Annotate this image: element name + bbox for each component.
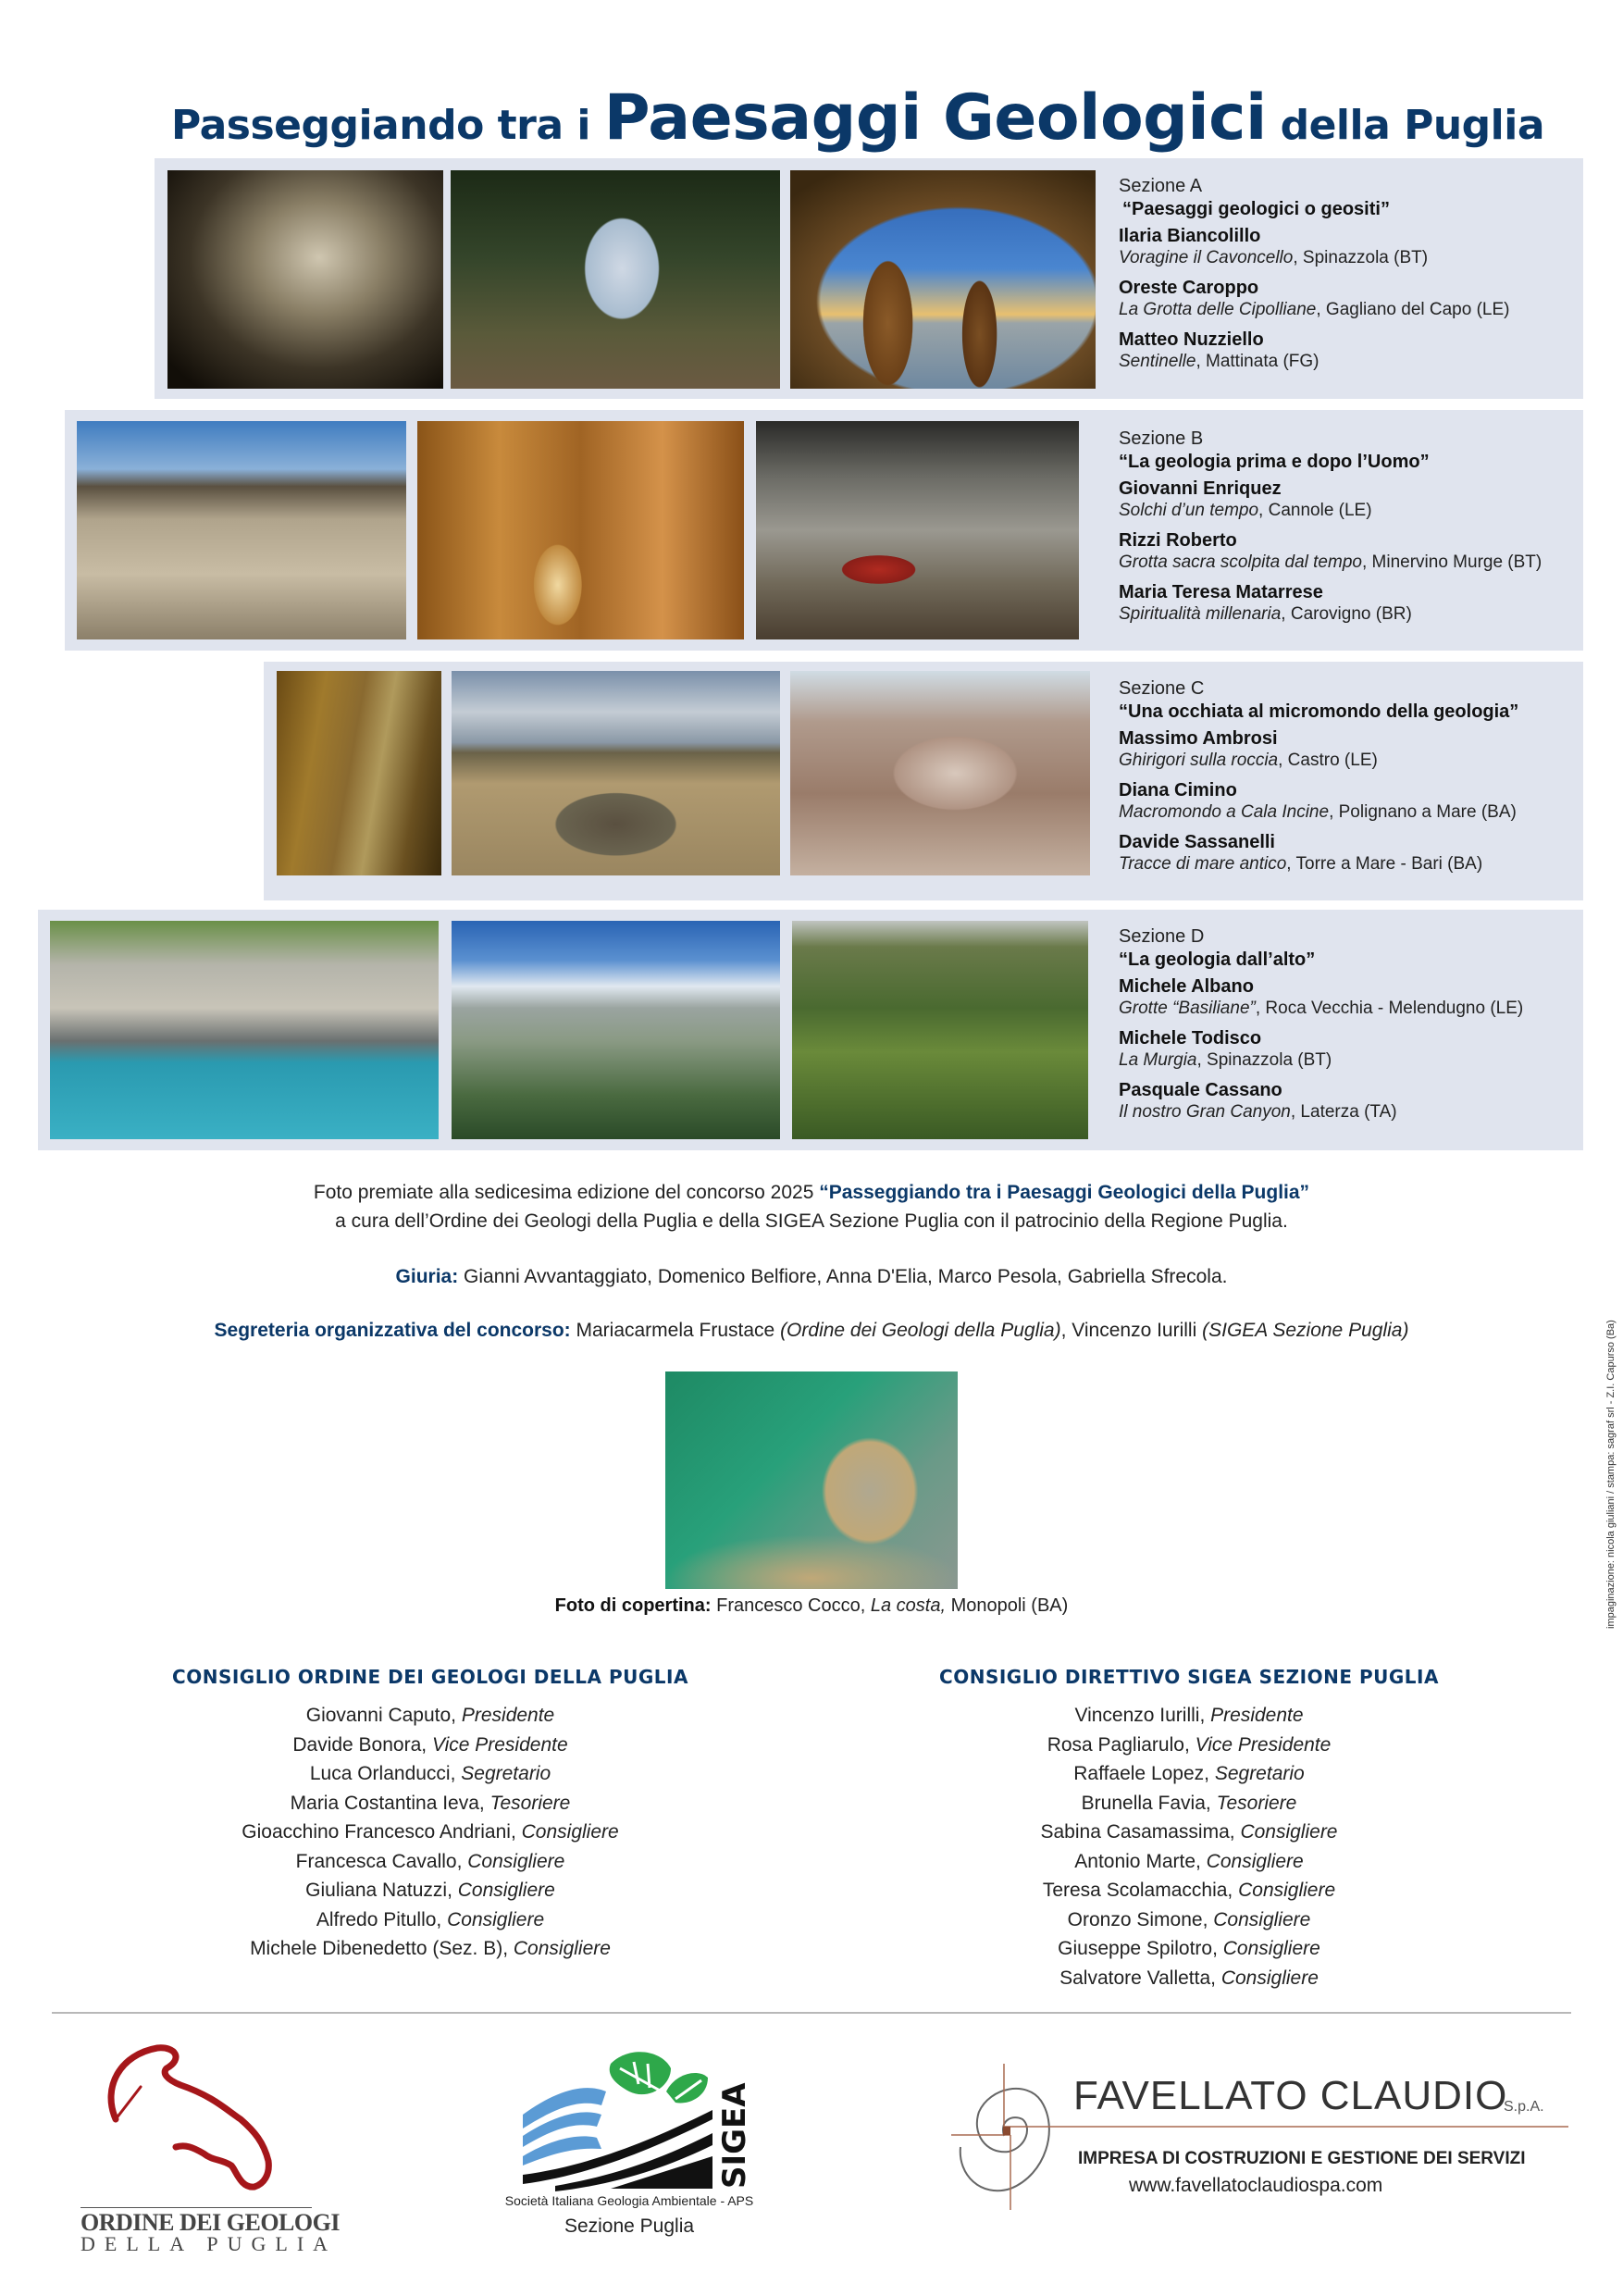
logo-ordine-geologi xyxy=(74,2031,340,2255)
photo-shell-fossil xyxy=(790,671,1090,875)
council-ordine xyxy=(139,1666,722,1964)
council-member xyxy=(139,1934,722,1964)
winner-author: Ilaria Biancolillo xyxy=(1119,226,1261,246)
puglia-outline-icon xyxy=(74,2031,324,2207)
footer-divider xyxy=(52,2012,1571,2014)
photo-cave-interior xyxy=(167,170,443,389)
work-place: , Castro (LE) xyxy=(1278,751,1378,770)
member-role: Consigliere xyxy=(521,1821,619,1843)
winner-author: Rizzi Roberto xyxy=(1119,530,1237,551)
member-role: Consigliere xyxy=(1240,1821,1338,1843)
winner-author: Diana Cimino xyxy=(1119,780,1237,800)
section-b-panel xyxy=(65,410,1583,651)
work-title: Sentinelle xyxy=(1119,352,1196,371)
work-title: Tracce di mare antico xyxy=(1119,854,1287,874)
contest-title: “Passeggiando tra i Paesaggi Geologici della Puglia” xyxy=(819,1182,1310,1203)
council-member xyxy=(139,1789,722,1818)
member-name: Maria Costantina Ieva, xyxy=(290,1792,490,1814)
council-member xyxy=(139,1847,722,1877)
council-member xyxy=(902,1847,1476,1877)
work-title: Spiritualità millenaria xyxy=(1119,604,1282,624)
section-theme: “Paesaggi geologici o geositi” xyxy=(1122,199,1390,219)
member-role: Consigliere xyxy=(1213,1908,1311,1930)
secretariat-org-2: (SIGEA Sezione Puglia) xyxy=(1202,1320,1409,1341)
photo-sea-stacks-arch xyxy=(790,170,1096,389)
winner-work xyxy=(1119,750,1518,772)
secretariat-name-1: Mariacarmela Frustace xyxy=(570,1320,781,1341)
council-member xyxy=(902,1905,1476,1935)
member-name: Giuseppe Spilotro, xyxy=(1058,1938,1223,1959)
photo-murgia-valley xyxy=(452,921,780,1139)
section-theme: “La geologia prima e dopo l’Uomo” xyxy=(1119,452,1430,472)
work-title: Grotta sacra scolpita dal tempo xyxy=(1119,552,1362,572)
logo-sigea xyxy=(500,2027,759,2240)
work-place: , Spinazzola (BT) xyxy=(1293,248,1429,267)
work-title: Voragine il Cavoncello xyxy=(1119,248,1294,267)
work-title: La Murgia xyxy=(1119,1050,1197,1070)
section-d-panel xyxy=(38,910,1583,1150)
logo-ordine-line2: DELLA PUGLIA xyxy=(81,2232,338,2255)
council-member xyxy=(902,1876,1476,1905)
member-role: Segretario xyxy=(461,1763,551,1784)
member-role: Segretario xyxy=(1214,1763,1305,1784)
council-member xyxy=(902,1759,1476,1789)
work-place: , Roca Vecchia - Melendugno (LE) xyxy=(1255,999,1524,1018)
member-name: Michele Dibenedetto (Sez. B), xyxy=(250,1938,514,1959)
winner-work xyxy=(1119,801,1518,824)
logo-ordine-line1: ORDINE DEI GEOLOGI xyxy=(81,2209,340,2236)
section-theme: “La geologia dall’alto” xyxy=(1119,949,1316,970)
council-ordine-heading: CONSIGLIO ORDINE DEI GEOLOGI DELLA PUGLIA xyxy=(172,1666,688,1688)
winner-work xyxy=(1119,853,1518,875)
council-member xyxy=(139,1731,722,1760)
winner-author: Pasquale Cassano xyxy=(1119,1080,1282,1100)
section-a-panel xyxy=(155,158,1583,399)
title-part-1: Passeggiando tra i xyxy=(171,102,604,149)
work-title: Grotte “Basiliane” xyxy=(1119,999,1256,1018)
council-sigea xyxy=(902,1666,1476,1992)
favellato-suffix: S.p.A. xyxy=(1504,2099,1544,2115)
member-role: Consigliere xyxy=(1238,1880,1336,1901)
favellato-name: FAVELLATO CLAUDIO xyxy=(1073,2073,1508,2118)
jury-line xyxy=(0,1266,1623,1288)
cover-place: Monopoli (BA) xyxy=(946,1595,1069,1616)
member-name: Davide Bonora, xyxy=(292,1733,432,1756)
member-role: Consigliere xyxy=(457,1880,555,1901)
section-c-info xyxy=(1119,677,1518,883)
winner-work xyxy=(1119,552,1542,574)
intro-line-1 xyxy=(0,1182,1623,1204)
logo-rule xyxy=(81,2207,312,2208)
page-title xyxy=(171,81,1545,155)
jury-names: Gianni Avvantaggiato, Domenico Belfiore, Anna D'Elia, Marco Pesola, Gabriella Sfrecola. xyxy=(458,1266,1228,1287)
photo-fossil-tower xyxy=(452,671,780,875)
member-role: Consigliere xyxy=(513,1938,611,1959)
member-name: Raffaele Lopez, xyxy=(1073,1763,1215,1784)
photo-cart-ruts-gate xyxy=(77,421,406,639)
winner-author: Michele Albano xyxy=(1119,976,1254,997)
work-place: , Laterza (TA) xyxy=(1290,1102,1397,1122)
section-label: Sezione D xyxy=(1119,926,1205,947)
photo-rock-texture xyxy=(277,671,441,875)
member-name: Francesca Cavallo, xyxy=(295,1850,468,1872)
work-title: Ghirigori sulla roccia xyxy=(1119,751,1279,770)
winner-work xyxy=(1119,998,1523,1020)
winner-author: Massimo Ambrosi xyxy=(1119,728,1278,749)
section-c-panel xyxy=(264,662,1583,900)
work-place: , Minervino Murge (BT) xyxy=(1361,552,1542,572)
council-member xyxy=(902,1789,1476,1818)
council-member xyxy=(139,1701,722,1731)
section-label: Sezione A xyxy=(1119,176,1203,196)
section-d-info xyxy=(1119,925,1523,1131)
work-place: , Torre a Mare - Bari (BA) xyxy=(1286,854,1483,874)
work-place: , Spinazzola (BT) xyxy=(1196,1050,1332,1070)
winner-author: Davide Sassanelli xyxy=(1119,832,1275,852)
winner-author: Oreste Caroppo xyxy=(1119,278,1259,298)
secretariat-org-1: (Ordine dei Geologi della Puglia) xyxy=(780,1320,1061,1341)
intro-prefix: Foto premiate alla sedicesima edizione del concorso 2025 xyxy=(313,1182,820,1203)
sigea-subtitle: Società Italiana Geologia Ambientale - APS xyxy=(504,2193,754,2208)
jury-label: Giuria: xyxy=(395,1266,459,1287)
work-title: La Grotta delle Cipolliane xyxy=(1119,300,1317,319)
title-part-2: Paesaggi Geologici xyxy=(603,81,1267,155)
section-a-info xyxy=(1119,175,1509,380)
council-member xyxy=(139,1818,722,1847)
member-role: Vice Presidente xyxy=(431,1733,568,1756)
photo-aerial-coast-caves xyxy=(50,921,439,1139)
council-member xyxy=(902,1818,1476,1847)
secretariat-label: Segreteria organizzativa del concorso: xyxy=(214,1320,571,1341)
member-name: Rosa Pagliarulo, xyxy=(1047,1733,1196,1756)
print-credit: impaginazione: nicola giuliani / stampa: sagraf srl - Z.I. Capurso (Ba) xyxy=(1605,1320,1617,1629)
member-name: Salvatore Valletta, xyxy=(1059,1967,1221,1989)
member-role: Presidente xyxy=(461,1705,555,1726)
work-title: Macromondo a Cala Incine xyxy=(1119,802,1330,822)
logo-favellato-claudio xyxy=(944,2045,1582,2212)
member-role: Consigliere xyxy=(1220,1967,1319,1989)
member-role: Tesoriere xyxy=(1216,1792,1297,1814)
member-name: Oronzo Simone, xyxy=(1067,1908,1214,1930)
member-role: Consigliere xyxy=(1206,1850,1304,1872)
intro-line-2-text: a cura dell’Ordine dei Geologi della Puglia e della SIGEA Sezione Puglia con il patrocinio della Regione Puglia. xyxy=(335,1210,1288,1232)
section-label: Sezione B xyxy=(1119,428,1204,449)
work-place: , Gagliano del Capo (LE) xyxy=(1316,300,1510,319)
winner-work xyxy=(1119,603,1542,626)
member-role: Consigliere xyxy=(1222,1938,1320,1959)
member-role: Tesoriere xyxy=(489,1792,571,1814)
council-member xyxy=(139,1876,722,1905)
secretariat-name-2: , Vincenzo Iurilli xyxy=(1060,1320,1203,1341)
work-title: Il nostro Gran Canyon xyxy=(1119,1102,1291,1122)
cover-caption xyxy=(0,1595,1623,1617)
photo-cave-chapel-altar xyxy=(756,421,1079,639)
winner-author: Maria Teresa Matarrese xyxy=(1119,582,1323,602)
council-member xyxy=(902,1731,1476,1760)
member-name: Brunella Favia, xyxy=(1081,1792,1217,1814)
council-sigea-heading: CONSIGLIO DIRETTIVO SIGEA SEZIONE PUGLIA xyxy=(939,1666,1439,1688)
council-member xyxy=(902,1934,1476,1964)
cover-work: La costa, xyxy=(870,1595,947,1616)
favellato-tagline: IMPRESA DI COSTRUZIONI E GESTIONE DEI SERVIZI xyxy=(1078,2149,1526,2168)
member-name: Antonio Marte, xyxy=(1074,1850,1207,1872)
winner-work xyxy=(1119,1101,1523,1123)
member-name: Giovanni Caputo, xyxy=(305,1705,462,1726)
section-theme: “Una occhiata al micromondo della geologia” xyxy=(1119,701,1519,722)
council-member xyxy=(139,1759,722,1789)
work-title: Solchi d’un tempo xyxy=(1119,501,1259,520)
member-role: Consigliere xyxy=(447,1908,545,1930)
photo-cave-arch-sea-view xyxy=(451,170,780,389)
sigea-section: Sezione Puglia xyxy=(564,2215,695,2237)
favellato-url[interactable]: www.favellatoclaudiospa.com xyxy=(1129,2175,1383,2196)
member-role: Consigliere xyxy=(467,1850,565,1872)
work-place: , Carovigno (BR) xyxy=(1281,604,1412,624)
cover-label: Foto di copertina: xyxy=(554,1595,712,1616)
member-name: Giuliana Natuzzi, xyxy=(305,1880,458,1901)
sigea-wordmark: SIGEA xyxy=(716,2082,753,2189)
member-role: Presidente xyxy=(1210,1705,1304,1726)
photo-cover-la-costa xyxy=(665,1371,958,1589)
work-place: , Polignano a Mare (BA) xyxy=(1329,802,1517,822)
member-name: Gioacchino Francesco Andriani, xyxy=(242,1821,522,1843)
winner-author: Michele Todisco xyxy=(1119,1028,1262,1049)
winner-author: Matteo Nuzziello xyxy=(1119,329,1264,350)
section-label: Sezione C xyxy=(1119,678,1205,699)
member-role: Vice Presidente xyxy=(1195,1733,1332,1756)
winner-work xyxy=(1119,247,1509,269)
member-name: Sabina Casamassima, xyxy=(1040,1821,1241,1843)
council-member xyxy=(902,1701,1476,1731)
intro-line-2 xyxy=(0,1210,1623,1233)
secretariat-line xyxy=(0,1320,1623,1342)
winner-work xyxy=(1119,500,1542,522)
work-place: , Mattinata (FG) xyxy=(1196,352,1319,371)
member-name: Luca Orlanducci, xyxy=(309,1763,462,1784)
member-name: Teresa Scolamacchia, xyxy=(1042,1880,1239,1901)
council-member xyxy=(902,1964,1476,1993)
winner-work xyxy=(1119,1049,1523,1072)
title-part-3: della Puglia xyxy=(1266,102,1545,149)
winner-author: Giovanni Enriquez xyxy=(1119,478,1282,499)
photo-carved-cave-shrine xyxy=(417,421,744,639)
sigea-landscape-icon xyxy=(500,2027,759,2193)
photo-gravina-canyon xyxy=(792,921,1088,1139)
council-member xyxy=(139,1905,722,1935)
section-b-info xyxy=(1119,428,1542,633)
cover-author: Francesco Cocco, xyxy=(711,1595,871,1616)
member-name: Vincenzo Iurilli, xyxy=(1074,1705,1211,1726)
member-name: Alfredo Pitullo, xyxy=(316,1908,448,1930)
work-place: , Cannole (LE) xyxy=(1258,501,1372,520)
winner-work xyxy=(1119,299,1509,321)
winner-work xyxy=(1119,351,1509,373)
